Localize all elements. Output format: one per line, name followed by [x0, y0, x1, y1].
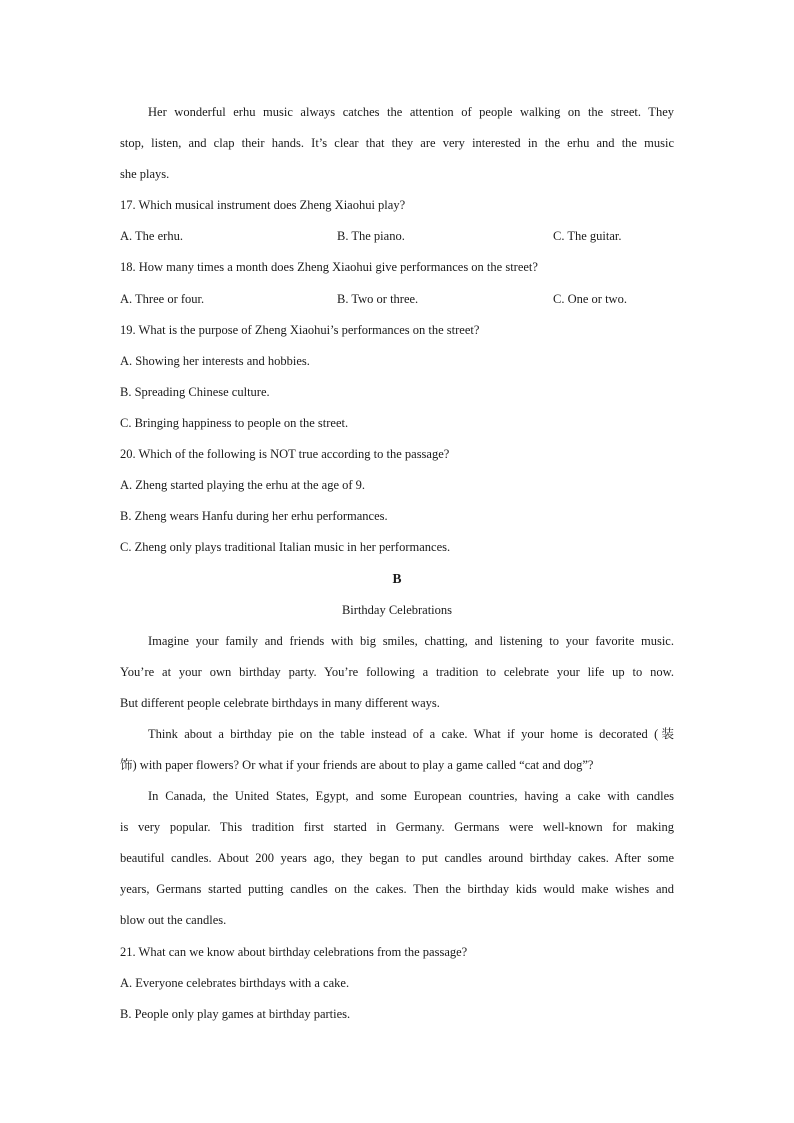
option-c: C. Zheng only plays traditional Italian music in her performances. — [120, 540, 451, 555]
option-b: B. People only play games at birthday parties. — [120, 1006, 351, 1021]
option-b: B. Two or three. — [337, 291, 419, 306]
option-a: A. Showing her interests and hobbies. — [120, 353, 310, 368]
option-b: B. Zheng wears Hanfu during her erhu performances. — [120, 509, 388, 524]
question-18 — [120, 252, 674, 314]
passage-title: Birthday Celebrations — [341, 602, 453, 617]
option-a: A. The erhu. — [120, 229, 183, 244]
text-line: stop, listen, and clap their hands. It’s clear that they are very interested in the erhu and the music — [120, 136, 674, 151]
text-line: she plays. — [120, 167, 170, 182]
option-a: A. Three or four. — [120, 291, 205, 306]
question-stem: 17. Which musical instrument does Zheng Xiaohui play? — [120, 198, 406, 213]
document-page — [120, 97, 674, 1030]
section-letter: B — [392, 571, 402, 587]
option-c: C. Bringing happiness to people on the street. — [120, 415, 349, 430]
option-row — [120, 221, 674, 252]
option-c: C. The guitar. — [553, 229, 622, 244]
text-line: Think about a birthday pie on the table instead of a cake. What if your home is decorated (装 — [148, 726, 674, 741]
question-stem: 21. What can we know about birthday celebrations from the passage? — [120, 944, 468, 959]
option-b: B. The piano. — [337, 229, 405, 244]
question-stem: 18. How many times a month does Zheng Xiaohui give performances on the street? — [120, 260, 538, 275]
text-line: In Canada, the United States, Egypt, and some European countries, having a cake with candles — [148, 789, 674, 804]
text-line: Her wonderful erhu music always catches the attention of people walking on the street. They — [148, 105, 674, 119]
text-line: Imagine your family and friends with big smiles, chatting, and listening to your favorite music. — [148, 633, 674, 648]
text-line: years, Germans started putting candles on the cakes. Then the birthday kids would make wishes and — [120, 882, 674, 897]
text-line: beautiful candles. About 200 years ago, they began to put candles around birthday cakes. After some — [120, 851, 674, 866]
option-c: C. One or two. — [553, 291, 627, 306]
question-21 — [120, 937, 674, 1030]
option-b: B. Spreading Chinese culture. — [120, 384, 270, 399]
question-stem: 20. Which of the following is NOT true according to the passage? — [120, 447, 450, 462]
passage-a-paragraph — [120, 97, 674, 190]
text-line: 饰) with paper flowers? Or what if your friends are about to play a game called “cat and dog”? — [120, 757, 594, 772]
question-stem: 19. What is the purpose of Zheng Xiaohui’s performances on the street? — [120, 322, 480, 337]
option-row — [120, 284, 674, 315]
question-19 — [120, 315, 674, 439]
passage-b-paragraph-3 — [120, 781, 674, 936]
question-20 — [120, 439, 674, 563]
passage-b-paragraph-1 — [120, 626, 674, 719]
text-line: blow out the candles. — [120, 913, 227, 928]
text-line: You’re at your own birthday party. You’re following a tradition to celebrate your life up to now. — [120, 664, 674, 679]
text-line: is very popular. This tradition first started in Germany. Germans were well-known for making — [120, 820, 674, 835]
question-17 — [120, 190, 674, 252]
option-a: A. Everyone celebrates birthdays with a cake. — [120, 975, 350, 990]
option-a: A. Zheng started playing the erhu at the age of 9. — [120, 478, 366, 493]
passage-b-paragraph-2 — [120, 719, 674, 781]
text-line: But different people celebrate birthdays in many different ways. — [120, 695, 440, 710]
